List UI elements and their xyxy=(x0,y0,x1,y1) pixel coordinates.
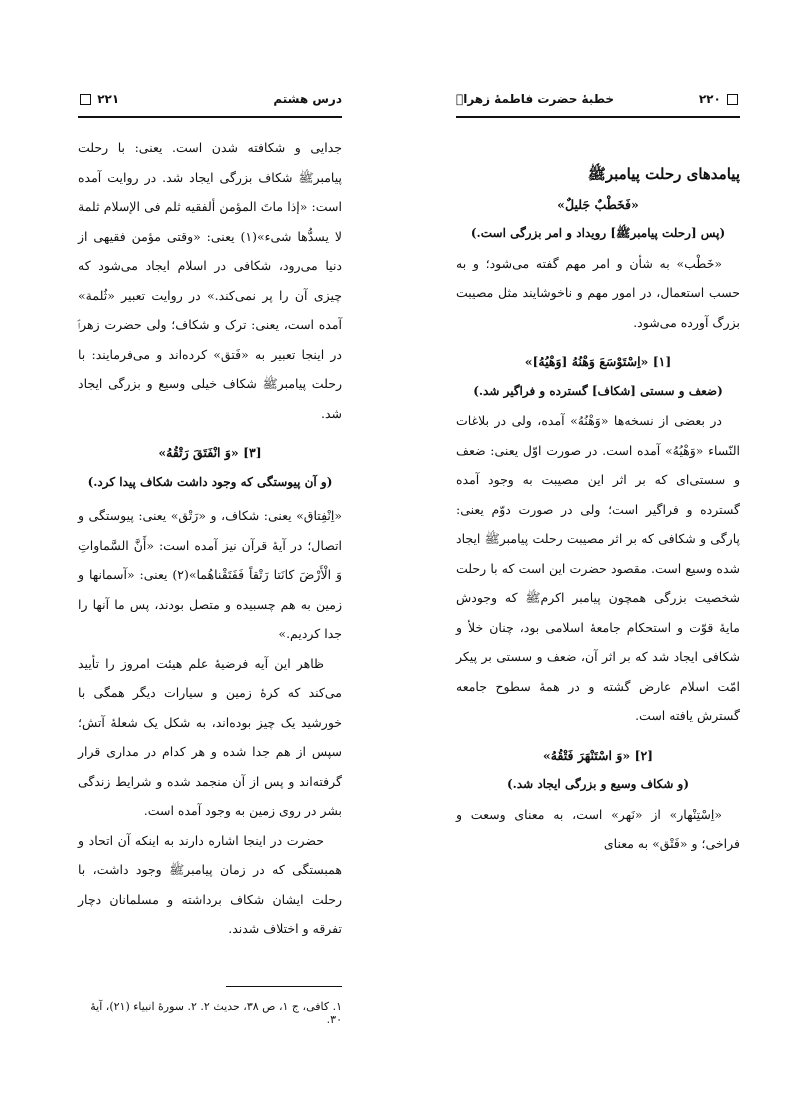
page-marker-icon xyxy=(80,94,91,105)
footnotes: ١. کافی، ج ١، ص ٣٨، حدیث ٢. ٢. سورهٔ انبیاء (٢١)، آیهٔ ٣٠. xyxy=(90,1000,342,1026)
right-paragraph-1: «خَطْب» به شأن و امر مهم گفته می‌شود؛ و به حسب استعمال، در امور مهم و ناخوشایند مثل مصیبت بزرگ آورده می‌شود. xyxy=(456,255,740,330)
right-running-header: خطبهٔ حضرت فاطمهٔ زهراؑ xyxy=(456,92,615,106)
section-title: پیامدهای رحلت پیامبرﷺ xyxy=(587,165,740,183)
heading-2: [١] «اِسْتَوْسَعَ وَهْنُهُ [وَهْیُهُ]» xyxy=(524,354,672,369)
translation-2: (ضعف و سستی [شکاف] گسترده و فراگیر شد.) xyxy=(473,383,723,398)
right-page-number: ٢٢٠ xyxy=(699,92,740,106)
heading-3: [٢] «وَ اسْتَنْهَرَ فَتْقُهُ» xyxy=(542,747,654,763)
right-paragraph-3: «اِسْتِنْهار» از «نَهر» است، به معنای وسعت و فراخی؛ و «فَتْق» به معنای xyxy=(456,806,740,851)
left-page-number: ٢٢١ xyxy=(78,92,119,106)
left-paragraph-4: حضرت در اینجا اشاره دارند به اینکه آن اتحاد و همبستگی که در زمان پیامبرﷺ وجود داشت، با رحلت ایشان شکاف برداشته و مسلمانان دچار تفرقه و اختلاف شدند. xyxy=(78,832,342,936)
left-header-rule xyxy=(78,116,342,118)
page-marker-icon xyxy=(727,94,738,105)
footnote-rule xyxy=(226,986,342,987)
right-header-rule xyxy=(456,116,740,118)
left-column xyxy=(78,133,342,944)
right-page xyxy=(400,0,800,1100)
section-3-heading: [٣] «وَ انْفَتَقَ رَتْقُهُ» xyxy=(158,445,262,460)
right-paragraph-2: در بعضی از نسخه‌ها «وَهْنُهُ» آمده، ولی در بلاغات النّساء «وَهْیُهُ» آمده است. در صورت اوّل یعنی: ضعف و سستی‌ای که بر اثر این مصیبت به وجود آمده گسترده و فراگیر است؛ ولی در صورت دوّم یعنی: پارگی و شکافی که بر اثر مصیبت رحلت پیامبرﷺ ایجاد شده وسیع است. مقصود حضرت این است که با رحلت شخصیت بزرگی همچون پیامبر اکرمﷺ که وجودش مایهٔ قوّت و استحکام جامعهٔ اسلامی بود، چنان خلأ و شکافی ایجاد شد که بر اثر آن، ضعف و سستی بر پیکر امّت اسلام عارض گشته و در همهٔ سطوح جامعه گسترش یافته است. xyxy=(456,413,740,723)
translation-1: (پس [رحلت پیامبرﷺ] رویداد و امر بزرگی است.) xyxy=(470,226,726,240)
left-paragraph-3: ظاهر این آیه فرضیهٔ علم هیئت امروز را تأیید می‌کند که کرهٔ زمین و سیارات دیگر همگی با خورشید یک چیز بوده‌اند، به شکل یک شعلهٔ آتش؛ سپس از هم جدا شده و هر کدام در مداری قرار گرفته‌اند و پس از آن منجمد شده و شرایط زندگی بشر در روی زمین به وجود آمده است. xyxy=(78,655,342,818)
heading-1: «فَخَطْبٌ جَلیلٌ» xyxy=(557,196,639,212)
right-column xyxy=(456,160,740,859)
left-running-header: درس هشتم xyxy=(273,92,342,106)
left-paragraph-2: «اِنْفِتاق» یعنی: شکاف، و «رَتْق» یعنی: پیوستگی و اتصال؛ در آیهٔ قرآن نیز آمده است: «أَنَّ السَّماواتِ وَ الْأَرْضَ كانَتا رَتْقاً فَفَتَقْناهُما»(٢) یعنی: «آسمانها و زمین به هم چسبیده و متصل بودند، پس ما آنها را جدا کردیم.» xyxy=(78,508,342,641)
left-paragraph-1: جدایی و شکافته شدن است. یعنی: با رحلت پیامبرﷺ شکاف بزرگی ایجاد شد. در روایت آمده است: «إذا ماتَ المؤمن ألفقیه ثلم فی الإسلام ثلمة لا یسدُّها شیء»(١) یعنی: «وقتی مؤمن فقیهی از دنیا می‌رود، شکافی در اسلام ایجاد می‌شود که چیزی آن را پر نمی‌کند.» در روایت تعبیر «ثُلمة» آمده است، یعنی: ترک و شکاف؛ ولی حضرت زهراؑ در اینجا تعبیر به «فَتق» کرده‌اند و می‌فرمایند: با رحلت پیامبرﷺ شکاف خیلی وسیع و بزرگی ایجاد شد. xyxy=(78,140,342,421)
section-3-translation: (و آن پیوستگی که وجود داشت شکاف پیدا کرد.) xyxy=(87,474,333,489)
translation-3: (و شکاف وسیع و بزرگی ایجاد شد.) xyxy=(506,777,690,791)
